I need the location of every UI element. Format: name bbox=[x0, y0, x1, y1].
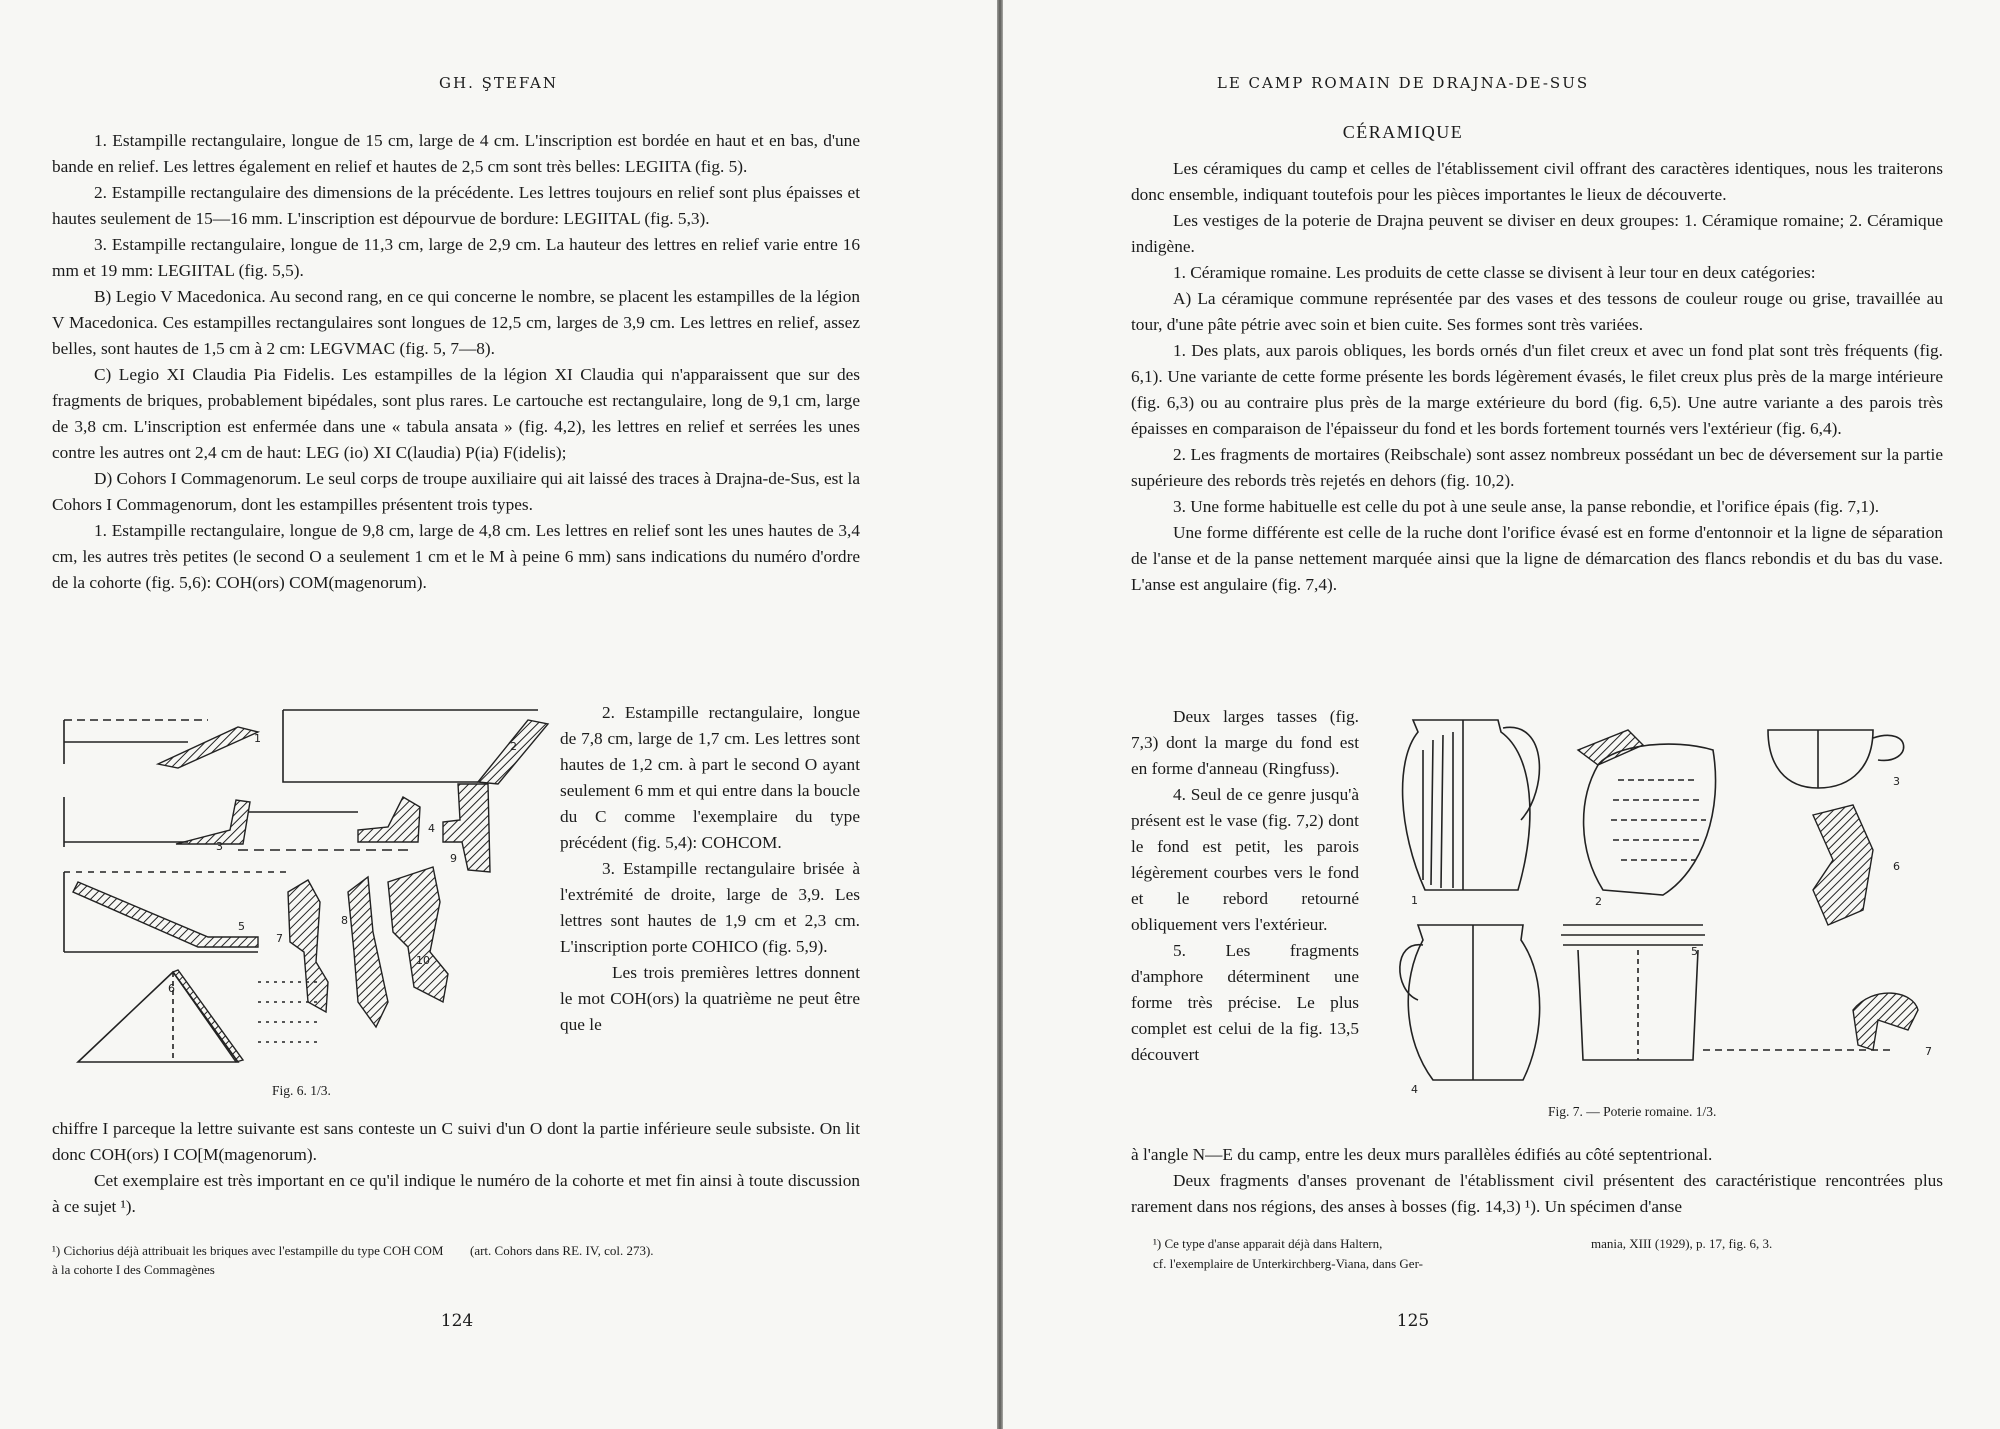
paragraph: 3. Estampille rectangulaire brisée à l'extrémité de droite, large de 3,9. Les lettres sont hautes de 1,9 cm et 2,3 cm. L'inscription porte COHICO (fig. 5,9). bbox=[560, 859, 860, 956]
paragraph: 3. Estampille rectangulaire, longue de 11,3 cm, large de 2,9 cm. La hauteur des lettres en relief varie entre 16 mm et 19 mm: LEGIITAL (fig. 5,5). bbox=[52, 235, 860, 280]
footnote-continued: cf. l'exemplaire de Unterkirchberg-Viana, dans Ger- bbox=[1153, 1256, 1423, 1271]
figure-label: 5 bbox=[238, 920, 245, 933]
figure-label: 4 bbox=[428, 822, 435, 835]
paragraph: Cet exemplaire est très important en ce qu'il indique le numéro de la cohorte et met fin ainsi à toute discussion à ce sujet ¹). bbox=[52, 1171, 860, 1216]
footnote-continued: (art. Cohors dans RE. IV, col. 273). bbox=[470, 1243, 654, 1258]
paragraph: Les céramiques du camp et celles de l'établissement civil offrant des caractères identiques, nous les traiterons donc ensemble, indiquant toutefois pour les pièces importantes le lieux de découverte. bbox=[1131, 159, 1943, 204]
figure-6-drawing bbox=[58, 702, 550, 1082]
paragraph: Les vestiges de la poterie de Drajna peuvent se diviser en deux groupes: 1. Céramique romaine; 2. Céramique indigène. bbox=[1131, 211, 1943, 256]
footnote: ¹) Ce type d'anse apparait déjà dans Haltern, bbox=[1153, 1236, 1383, 1251]
figure-label: 7 bbox=[276, 932, 283, 945]
page-number: 125 bbox=[1396, 1311, 1430, 1331]
paragraph: C) Legio XI Claudia Pia Fidelis. Les estampilles de la légion XI Claudia qui n'apparaissent que sur des fragments de briques, probablement bipédales, sont plus rares. Le cartouche est rectangulaire, long de 9,1 cm, large de 3,8 cm. L'inscription est enfermée dans une « tabula ansata » (fig. 4,2), les lettres en relief et serrées les unes contre les autres ont 2,4 cm de haut: LEG (io) XI C(laudia) P(ia) F(idelis); bbox=[52, 365, 860, 462]
figure-caption: Fig. 6. 1/3. bbox=[272, 1083, 331, 1098]
paragraph: 2. Les fragments de mortaires (Reibschale) sont assez nombreux possédant un bec de déversement sur la partie supérieure des rebords très rejetés en dehors (fig. 10,2). bbox=[1131, 445, 1943, 490]
right-page bbox=[1003, 0, 2000, 1429]
paragraph: 1. Estampille rectangulaire, longue de 9,8 cm, large de 4,8 cm. Les lettres en relief sont les unes hautes de 3,4 cm, les autres très petites (le second O a seulement 1 cm et le M à peine 6 mm) sans indications du numéro d'ordre de la cohorte (fig. 5,6): COH(ors) COM(magenorum). bbox=[52, 521, 860, 592]
paragraph: A) La céramique commune représentée par des vases et des tessons de couleur rouge ou grise, travaillée au tour, d'une pâte pétrie avec soin et bien cuite. Ses formes sont très variées. bbox=[1131, 289, 1943, 334]
left-page bbox=[0, 0, 997, 1429]
footnote-continued: mania, XIII (1929), p. 17, fig. 6, 3. bbox=[1591, 1236, 1773, 1251]
figure-label: 5 bbox=[1691, 945, 1698, 958]
left-body-bottom bbox=[52, 1116, 860, 1220]
figure-label: 8 bbox=[341, 914, 348, 927]
left-side-column bbox=[560, 700, 860, 1038]
figure-label: 3 bbox=[216, 840, 223, 853]
paragraph: D) Cohors I Commagenorum. Le seul corps de troupe auxiliaire qui ait laissé des traces à Drajna-de-Sus, est la Cohors I Commagenorum, dont les estampilles présentent trois types. bbox=[52, 469, 860, 514]
figure-label: 7 bbox=[1925, 1045, 1932, 1058]
section-title: CÉRAMIQUE bbox=[1342, 122, 1464, 142]
paragraph: Deux fragments d'anses provenant de l'établissment civil présentent des caractéristique rencontrées plus rarement dans nos régions, des anses à bosses (fig. 14,3) ¹). Un spécimen d'anse bbox=[1131, 1171, 1943, 1216]
running-head-left: GH. ŞTEFAN bbox=[439, 74, 558, 92]
figure-7-drawing bbox=[1373, 710, 1953, 1108]
figure-label: 1 bbox=[254, 732, 261, 745]
footnote: ¹) Cichorius déjà attribuait les briques avec l'estampille du type COH COM à la cohorte I des Commagènes bbox=[52, 1243, 444, 1277]
figure-label: 2 bbox=[1595, 895, 1602, 908]
paragraph: 1. Céramique romaine. Les produits de cette classe se divisent à leur tour en deux catégories: bbox=[1173, 263, 1816, 282]
figure-label: 6 bbox=[168, 982, 175, 995]
figure-label: 6 bbox=[1893, 860, 1900, 873]
figure-label: 1 bbox=[1411, 894, 1418, 907]
right-side-column bbox=[1131, 704, 1359, 1068]
right-body-top bbox=[1131, 156, 1943, 598]
paragraph: 3. Une forme habituelle est celle du pot à une seule anse, la panse rebondie, et l'orifice épais (fig. 7,1). bbox=[1173, 497, 1880, 516]
paragraph: à l'angle N—E du camp, entre les deux murs parallèles édifiés au côté septentrional. bbox=[1131, 1145, 1713, 1164]
figure-caption: Fig. 7. — Poterie romaine. 1/3. bbox=[1548, 1104, 1717, 1119]
paragraph: 1. Estampille rectangulaire, longue de 15 cm, large de 4 cm. L'inscription est bordée en haut et en bas, d'une bande en relief. Les lettres également en relief et hautes de 2,5 cm sont très belles: LEGIITA (fig. 5). bbox=[52, 131, 860, 176]
paragraph: 2. Estampille rectangulaire des dimensions de la précédente. Les lettres toujours en relief sont plus épaisses et hautes seulement de 15—16 mm. L'inscription est dépourvue de bordure: LEGIITAL (fig. 5,3). bbox=[52, 183, 860, 228]
paragraph: 1. Des plats, aux parois obliques, les bords ornés d'un filet creux et avec un fond plat sont très fréquents (fig. 6,1). Une variante de cette forme présente les bords légèrement évasés, le filet creux plus près de la marge intérieure (fig. 6,3) ou au contraire plus près de la marge extérieure du bord (fig. 6,5). Une autre variante a des parois très épaisses en comparaison de l'épaisseur du fond et les bords fortement tournés vers l'extérieur (fig. 6,4). bbox=[1131, 341, 1943, 438]
paragraph: 4. Seul de ce genre jusqu'à présent est le vase (fig. 7,2) dont le fond est petit, les parois légèrement courbes vers le fond et le rebord retourné obliquement vers l'extérieur. bbox=[1131, 785, 1359, 934]
page-number: 124 bbox=[440, 1311, 474, 1331]
left-body-top bbox=[52, 128, 860, 596]
paragraph: chiffre I parceque la lettre suivante est sans conteste un C suivi d'un O dont la partie inférieure seule subsiste. On lit donc COH(ors) I CO[M(magenorum). bbox=[52, 1119, 860, 1164]
running-head-right: LE CAMP ROMAIN DE DRAJNA-DE-SUS bbox=[1216, 74, 1590, 92]
figure-label: 10 bbox=[416, 954, 430, 967]
paragraph: Deux larges tasses (fig. 7,3) dont la marge du fond est en forme d'anneau (Ringfuss). bbox=[1131, 707, 1359, 778]
right-body-bottom bbox=[1131, 1142, 1943, 1220]
paragraph: Les trois premières lettres donnent le mot COH(ors) la quatrième ne peut être que le bbox=[560, 963, 860, 1034]
figure-label: 3 bbox=[1893, 775, 1900, 788]
paragraph: Une forme différente est celle de la ruche dont l'orifice évasé est en forme d'entonnoir et la ligne de séparation de l'anse et de la panse nettement marquée ainsi que la ligne de démarcation des flancs rebondis et du bas du vase. L'anse est angulaire (fig. 7,4). bbox=[1131, 523, 1943, 594]
paragraph: 5. Les fragments d'amphore déterminent une forme très précise. Le plus complet est celui de la fig. 13,5 découvert bbox=[1131, 941, 1359, 1064]
decoration-dots bbox=[1611, 780, 1706, 860]
figure-label: 4 bbox=[1411, 1083, 1418, 1096]
paragraph: 2. Estampille rectangulaire, longue de 7,8 cm, large de 1,7 cm. Les lettres sont hautes de 1,2 cm. à part le second O ayant seulement 6 mm et qui entre dans la boucle du C comme l'exemplaire du type précédent (fig. 5,4): COHCOM. bbox=[560, 703, 860, 852]
figure-label: 9 bbox=[450, 852, 457, 865]
paragraph: B) Legio V Macedonica. Au second rang, en ce qui concerne le nombre, se placent les estampilles de la légion V Macedonica. Ces estampilles rectangulaires sont longues de 12,5 cm, larges de 3,9 cm. Les lettres en relief, assez belles, sont hautes de 1,5 cm à 2 cm: LEGVMAC (fig. 5, 7—8). bbox=[52, 287, 860, 358]
figure-label: 2 bbox=[510, 740, 517, 753]
